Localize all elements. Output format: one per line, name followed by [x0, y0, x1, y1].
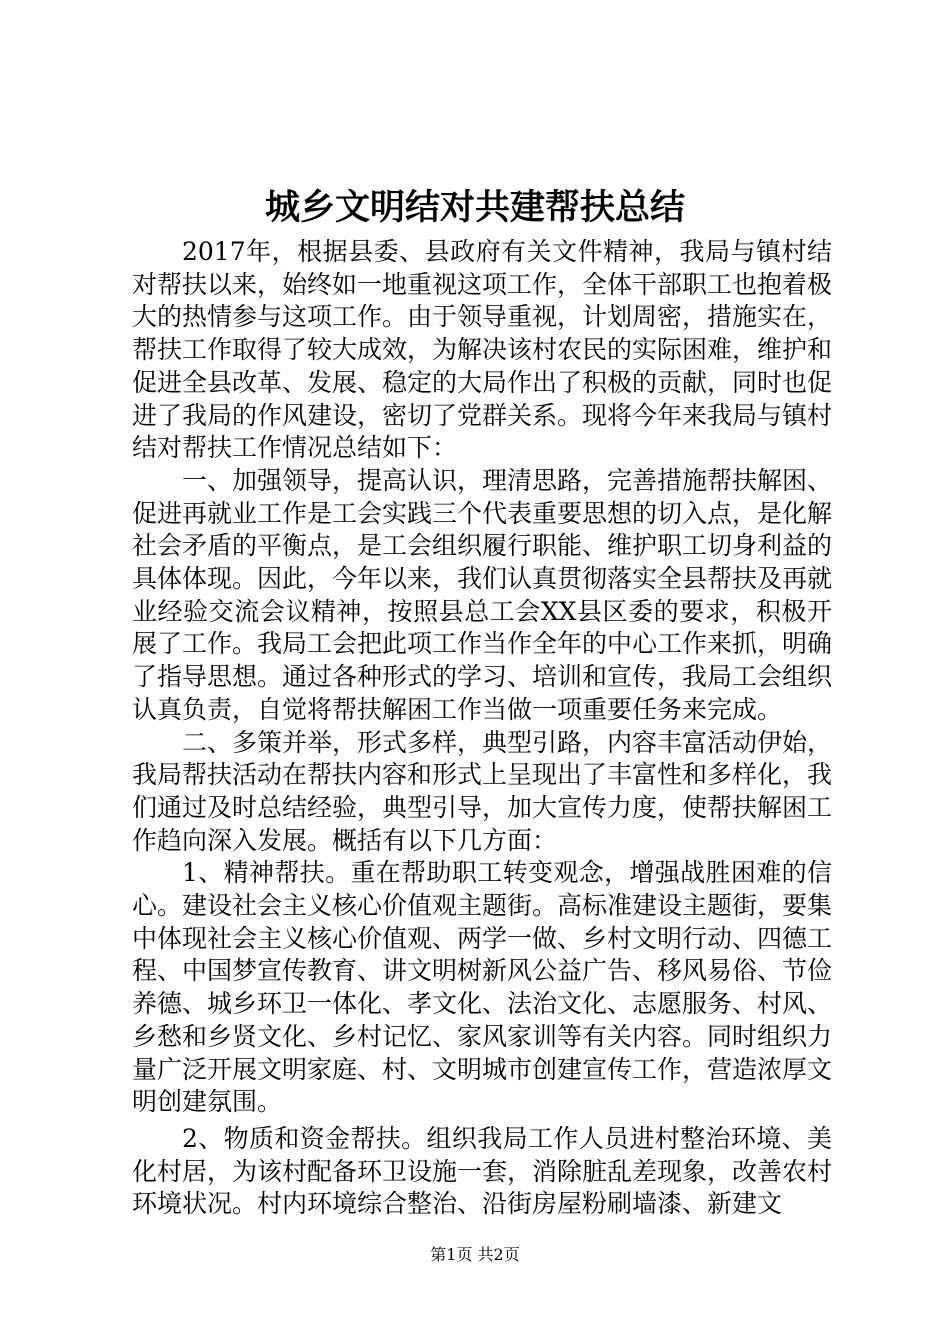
section-one-paragraph: 一、加强领导，提高认识，理清思路，完善措施帮扶解困、促进再就业工作是工会实践三个代表重要思想的切入点，是化解社会矛盾的平衡点，是工会组织履行职能、维护职工切身利益的具体体现。因此，今年以来，我们认真贯彻落实全县帮扶及再就业经验交流会议精神，按照县总工会XX县区委的要求，积极开展了工作。我局工会把此项工作当作全年的中心工作来抓，明确了指导思想。通过各种形式的学习、培训和宣传，我局工会组织认真负责，自觉将帮扶解困工作当做一项重要任务来完成。 [132, 465, 833, 724]
intro-paragraph: 2017年，根据县委、县政府有关文件精神，我局与镇村结对帮扶以来，始终如一地重视这项工作，全体干部职工也抱着极大的热情参与这项工作。由于领导重视，计划周密，措施实在，帮扶工作取得了较大成效，为解决该村农民的实际困难，维护和促进全县改革、发展、稳定的大局作出了积极的贡献，同时也促进了我局的作风建设，密切了党群关系。现将今年来我局与镇村结对帮扶工作情况总结如下： [132, 237, 833, 463]
document-body [132, 236, 832, 1221]
document-title: 城乡文明结对共建帮扶总结 [264, 187, 685, 228]
page-footer: 第1页 共2页 [430, 1245, 520, 1264]
item-one-paragraph: 1、精神帮扶。重在帮助职工转变观念，增强战胜困难的信心。建设社会主义核心价值观主题街。高标准建设主题街，要集中体现社会主义核心价值观、两学一做、乡村文明行动、四德工程、中国梦宣传教育、讲文明树新风公益广告、移风易俗、节俭养德、城乡环卫一体化、孝文化、法治文化、志愿服务、村风、乡愁和乡贤文化、乡村记忆、家风家训等有关内容。同时组织力量广泛开展文明家庭、村、文明城市创建宣传工作，营造浓厚文明创建氛围。 [132, 858, 833, 1117]
item-two-paragraph: 2、物质和资金帮扶。组织我局工作人员进村整治环境、美化村居，为该村配备环卫设施一套，消除脏乱差现象，改善农村环境状况。村内环境综合整治、沿街房屋粉刷墙漆、新建文 [132, 1123, 833, 1219]
section-two-paragraph: 二、多策并举，形式多样，典型引路，内容丰富活动伊始，我局帮扶活动在帮扶内容和形式上呈现出了丰富性和多样化，我们通过及时总结经验，典型引导，加大宣传力度，使帮扶解困工作趋向深入发展。概括有以下几方面： [132, 727, 833, 855]
